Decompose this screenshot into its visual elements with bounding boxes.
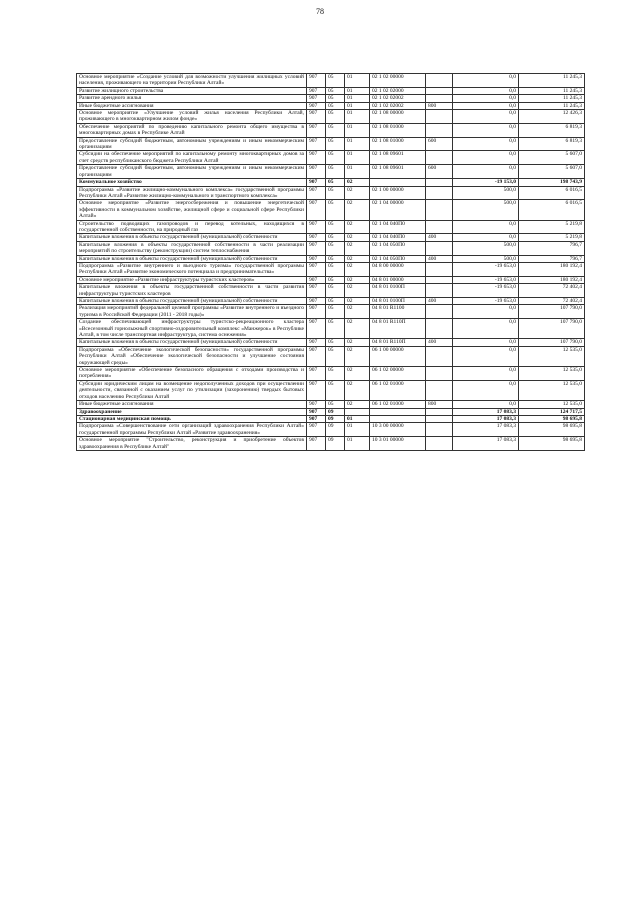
amount-change: 0,0 xyxy=(453,123,519,137)
target-article-code: 04 8 01 R110П xyxy=(370,339,426,346)
section-code: 05 xyxy=(326,87,345,94)
ministry-code: 907 xyxy=(307,255,326,262)
expense-type-code xyxy=(426,415,453,422)
subsection-code: 01 xyxy=(345,110,370,124)
target-article-code: 04 8 01 0100П xyxy=(370,284,426,298)
subsection-code: 01 xyxy=(345,165,370,179)
section-code: 05 xyxy=(326,284,345,298)
item-name: Создание обеспечивающей инфраструктуры туристско-рекреационного кластера «Всесезонный горнолыжный спортивно-оздоровительный комплекс «Манжерок» в Республике Алтай, в том числе транспортная инфраструктура, система оснежения» xyxy=(77,319,307,339)
ministry-code: 907 xyxy=(307,380,326,400)
table-row xyxy=(77,305,585,319)
amount-change: 17 083,3 xyxy=(453,408,519,415)
amount-total: 12 535,0 xyxy=(519,346,585,366)
table-row xyxy=(77,380,585,400)
amount-change: 0,0 xyxy=(453,339,519,346)
subsection-code: 02 xyxy=(345,305,370,319)
target-article-code: 02 1 08 09601 xyxy=(370,165,426,179)
table-row xyxy=(77,95,585,102)
target-article-code xyxy=(370,408,426,415)
subsection-code: 02 xyxy=(345,380,370,400)
ministry-code: 907 xyxy=(307,415,326,422)
ministry-code: 907 xyxy=(307,102,326,109)
item-name: Основное мероприятие «Обеспечение безопасного обращения с отходами производства и потребления» xyxy=(77,367,307,381)
ministry-code: 907 xyxy=(307,179,326,186)
table-row xyxy=(77,179,585,186)
target-article-code: 02 1 08 09601 xyxy=(370,151,426,165)
target-article-code: 06 1 02 01000 xyxy=(370,380,426,400)
ministry-code: 907 xyxy=(307,276,326,283)
target-article-code: 02 1 08 01000 xyxy=(370,137,426,151)
section-code: 05 xyxy=(326,255,345,262)
expense-type-code xyxy=(426,319,453,339)
amount-total: 72 402,4 xyxy=(519,298,585,305)
subsection-code: 01 xyxy=(345,95,370,102)
ministry-code: 907 xyxy=(307,186,326,200)
ministry-code: 907 xyxy=(307,137,326,151)
ministry-code: 907 xyxy=(307,437,326,451)
ministry-code: 907 xyxy=(307,220,326,234)
subsection-code: 02 xyxy=(345,319,370,339)
expense-type-code xyxy=(426,241,453,255)
section-code: 09 xyxy=(326,415,345,422)
target-article-code: 10 3 00 00000 xyxy=(370,423,426,437)
amount-change: 0,0 xyxy=(453,305,519,319)
ministry-code: 907 xyxy=(307,319,326,339)
section-code: 05 xyxy=(326,102,345,109)
target-article-code: 02 1 02 00000 xyxy=(370,74,426,88)
subsection-code: 01 xyxy=(345,123,370,137)
amount-change: 0,0 xyxy=(453,102,519,109)
amount-change: 17 083,3 xyxy=(453,423,519,437)
subsection-code: 02 xyxy=(345,255,370,262)
amount-change: 500,0 xyxy=(453,200,519,220)
amount-total: 98 695,8 xyxy=(519,415,585,422)
amount-total: 107 790,0 xyxy=(519,339,585,346)
amount-change: 0,0 xyxy=(453,151,519,165)
item-name: Капитальные вложения в объекты государственной (муниципальной) собственности xyxy=(77,234,307,241)
subsection-code: 01 xyxy=(345,87,370,94)
subsection-code: 02 xyxy=(345,284,370,298)
section-code: 05 xyxy=(326,151,345,165)
item-name: Капитальные вложения в объекты государственной собственности в части развития инфраструктуры туристских кластеров xyxy=(77,284,307,298)
amount-change: 0,0 xyxy=(453,367,519,381)
item-name: Основное мероприятие "Строительство, реконструкция и приобретение объектов здравоохранения в Республике Алтай" xyxy=(77,437,307,451)
table-row xyxy=(77,102,585,109)
table-row xyxy=(77,165,585,179)
subsection-code: 01 xyxy=(345,151,370,165)
item-name: Капитальные вложения в объекты государственной (муниципальной) собственности xyxy=(77,255,307,262)
amount-total: 11 245,3 xyxy=(519,95,585,102)
target-article-code: 02 1 04 040П0 xyxy=(370,220,426,234)
ministry-code: 907 xyxy=(307,423,326,437)
item-name: Капитальные вложения в объекты государственной (муниципальной) собственности xyxy=(77,339,307,346)
section-code: 05 xyxy=(326,298,345,305)
item-name: Основное мероприятие «Создание условий для возможности улучшения жилищных условий населения, проживающего на территории Республики Алтай» xyxy=(77,74,307,88)
ministry-code: 907 xyxy=(307,305,326,319)
subsection-code: 02 xyxy=(345,367,370,381)
table-row xyxy=(77,87,585,94)
amount-change: -19 653,0 xyxy=(453,298,519,305)
amount-total: 6 016,5 xyxy=(519,200,585,220)
amount-change: 500,0 xyxy=(453,186,519,200)
amount-change: -19 653,0 xyxy=(453,284,519,298)
expense-type-code xyxy=(426,186,453,200)
target-article-code: 02 1 08 00000 xyxy=(370,110,426,124)
expense-type-code xyxy=(426,220,453,234)
subsection-code: 02 xyxy=(345,401,370,408)
table-row xyxy=(77,220,585,234)
amount-change: -19 653,0 xyxy=(453,276,519,283)
table-row xyxy=(77,408,585,415)
ministry-code: 907 xyxy=(307,87,326,94)
expense-type-code: 600 xyxy=(426,165,453,179)
target-article-code: 02 1 08 01000 xyxy=(370,123,426,137)
table-row xyxy=(77,339,585,346)
subsection-code: 01 xyxy=(345,102,370,109)
item-name: Подпрограмма «Развитие внутреннего и въездного туризма» государственной программы Республики Алтай «Развитие экономического потенциала и предпринимательства» xyxy=(77,262,307,276)
table-row xyxy=(77,234,585,241)
ministry-code: 907 xyxy=(307,262,326,276)
expense-type-code: 400 xyxy=(426,339,453,346)
expense-type-code: 600 xyxy=(426,137,453,151)
subsection-code: 01 xyxy=(345,423,370,437)
ministry-code: 907 xyxy=(307,151,326,165)
item-name: Субсидии юридическим лицам на возмещение недополученных доходов при осуществлении деятельности, связанной с оказанием услуг по утилизации (захоронению) твердых бытовых отходов населению Республики Алтай xyxy=(77,380,307,400)
table-row xyxy=(77,298,585,305)
amount-total: 11 245,3 xyxy=(519,74,585,88)
table-row xyxy=(77,346,585,366)
amount-change: 500,0 xyxy=(453,241,519,255)
target-article-code: 06 1 02 01000 xyxy=(370,401,426,408)
ministry-code: 907 xyxy=(307,408,326,415)
ministry-code: 907 xyxy=(307,110,326,124)
amount-change: 17 083,3 xyxy=(453,415,519,422)
section-code: 09 xyxy=(326,408,345,415)
item-name: Коммунальное хозяйство xyxy=(77,179,307,186)
ministry-code: 907 xyxy=(307,234,326,241)
expense-type-code xyxy=(426,123,453,137)
ministry-code: 907 xyxy=(307,200,326,220)
expense-type-code: 800 xyxy=(426,401,453,408)
expense-type-code xyxy=(426,74,453,88)
item-name: Основное мероприятие «Развитие инфраструктуры туристских кластеров» xyxy=(77,276,307,283)
item-name: Предоставление субсидий бюджетным, автономным учреждениям и иным некоммерческим организациям xyxy=(77,165,307,179)
amount-total: 796,7 xyxy=(519,241,585,255)
subsection-code: 02 xyxy=(345,262,370,276)
section-code: 05 xyxy=(326,220,345,234)
target-article-code: 02 1 02 02002 xyxy=(370,102,426,109)
target-article-code: 06 1 02 00000 xyxy=(370,367,426,381)
target-article-code: 04 8 01 R110П xyxy=(370,319,426,339)
table-row xyxy=(77,151,585,165)
item-name: Стационарная медицинская помощь xyxy=(77,415,307,422)
item-name: Основное мероприятие «Развитие энергосбережения и повышение энергетической эффективности в коммунальном хозяйстве, жилищной сфере и социальной сфере Республики Алтай» xyxy=(77,200,307,220)
section-code: 05 xyxy=(326,241,345,255)
subsection-code: 02 xyxy=(345,234,370,241)
amount-total: 796,7 xyxy=(519,255,585,262)
subsection-code: 02 xyxy=(345,298,370,305)
target-article-code: 02 1 04 040П0 xyxy=(370,234,426,241)
amount-change: 0,0 xyxy=(453,110,519,124)
section-code: 05 xyxy=(326,346,345,366)
amount-total: 12 535,0 xyxy=(519,380,585,400)
ministry-code: 907 xyxy=(307,74,326,88)
section-code: 05 xyxy=(326,123,345,137)
ministry-code: 907 xyxy=(307,401,326,408)
subsection-code xyxy=(345,408,370,415)
amount-change: 17 083,3 xyxy=(453,437,519,451)
expense-type-code xyxy=(426,437,453,451)
item-name: Субсидии на обеспечение мероприятий по капитальному ремонту многоквартирных домов за счет средств республиканского бюджета Республики Алтай xyxy=(77,151,307,165)
section-code: 05 xyxy=(326,234,345,241)
amount-total: 180 192,4 xyxy=(519,262,585,276)
item-name: Предоставление субсидий бюджетным, автономным учреждениям и иным некоммерческим организациям xyxy=(77,137,307,151)
target-article-code xyxy=(370,415,426,422)
amount-change: 0,0 xyxy=(453,234,519,241)
expense-type-code xyxy=(426,367,453,381)
item-name: Капитальные вложения в объекты государственной (муниципальной) собственности xyxy=(77,298,307,305)
ministry-code: 907 xyxy=(307,165,326,179)
amount-total: 6 016,5 xyxy=(519,186,585,200)
expense-type-code: 800 xyxy=(426,102,453,109)
section-code: 05 xyxy=(326,95,345,102)
amount-total: 198 743,9 xyxy=(519,179,585,186)
expense-type-code xyxy=(426,179,453,186)
amount-total: 107 790,0 xyxy=(519,305,585,319)
amount-total: 11 245,3 xyxy=(519,102,585,109)
section-code: 05 xyxy=(326,367,345,381)
amount-change: 0,0 xyxy=(453,346,519,366)
target-article-code: 06 1 00 00000 xyxy=(370,346,426,366)
target-article-code: 04 8 01 0100П xyxy=(370,298,426,305)
table-row xyxy=(77,200,585,220)
target-article-code: 02 1 02 02002 xyxy=(370,95,426,102)
item-name: Иные бюджетные ассигнования xyxy=(77,102,307,109)
target-article-code: 04 8 01 00000 xyxy=(370,276,426,283)
expense-type-code xyxy=(426,408,453,415)
item-name: Обеспечение мероприятий по проведению капитального ремонта общего имущества в многоквартирных домах в Республике Алтай xyxy=(77,123,307,137)
subsection-code: 02 xyxy=(345,241,370,255)
table-row xyxy=(77,367,585,381)
table-row xyxy=(77,262,585,276)
expense-type-code: 400 xyxy=(426,234,453,241)
section-code: 05 xyxy=(326,200,345,220)
item-name: Подпрограмма «Совершенствование сети организаций здравоохранения Республики Алтай» государственной программы Республики Алтай «Развитие здравоохранения» xyxy=(77,423,307,437)
amount-total: 6 819,3 xyxy=(519,137,585,151)
expense-type-code xyxy=(426,423,453,437)
amount-change: 0,0 xyxy=(453,380,519,400)
ministry-code: 907 xyxy=(307,95,326,102)
expense-type-code: 400 xyxy=(426,255,453,262)
subsection-code: 02 xyxy=(345,276,370,283)
expense-type-code xyxy=(426,262,453,276)
item-name: Развитие арендного жилья xyxy=(77,95,307,102)
amount-total: 5 219,8 xyxy=(519,220,585,234)
subsection-code: 02 xyxy=(345,179,370,186)
amount-change: 0,0 xyxy=(453,137,519,151)
target-article-code: 04 8 01 R1100 xyxy=(370,305,426,319)
amount-total: 5 607,0 xyxy=(519,151,585,165)
amount-change: 0,0 xyxy=(453,74,519,88)
amount-total: 5 219,8 xyxy=(519,234,585,241)
subsection-code: 01 xyxy=(345,137,370,151)
table-row xyxy=(77,123,585,137)
ministry-code: 907 xyxy=(307,339,326,346)
item-name: Иные бюджетные ассигнования xyxy=(77,401,307,408)
amount-change: -19 653,0 xyxy=(453,262,519,276)
amount-change: 0,0 xyxy=(453,401,519,408)
section-code: 05 xyxy=(326,380,345,400)
expense-type-code: 400 xyxy=(426,298,453,305)
budget-table xyxy=(76,73,585,451)
item-name: Строительство подводящих газопроводов и перевод котельных, находящихся в государственной собственности, на природный газ xyxy=(77,220,307,234)
amount-total: 12 535,0 xyxy=(519,367,585,381)
target-article-code xyxy=(370,179,426,186)
section-code: 05 xyxy=(326,137,345,151)
section-code: 09 xyxy=(326,423,345,437)
page-number: 78 xyxy=(316,7,324,16)
target-article-code: 04 8 00 00000 xyxy=(370,262,426,276)
amount-total: 98 695,8 xyxy=(519,437,585,451)
table-row xyxy=(77,241,585,255)
amount-total: 98 695,8 xyxy=(519,423,585,437)
table-row xyxy=(77,137,585,151)
section-code: 05 xyxy=(326,305,345,319)
table-row xyxy=(77,186,585,200)
amount-total: 6 819,3 xyxy=(519,123,585,137)
section-code: 05 xyxy=(326,339,345,346)
table-row xyxy=(77,437,585,451)
subsection-code: 02 xyxy=(345,346,370,366)
amount-total: 180 192,4 xyxy=(519,276,585,283)
target-article-code: 02 1 02 02000 xyxy=(370,87,426,94)
ministry-code: 907 xyxy=(307,123,326,137)
target-article-code: 10 3 01 00000 xyxy=(370,437,426,451)
amount-total: 11 245,3 xyxy=(519,87,585,94)
amount-change: 0,0 xyxy=(453,87,519,94)
expense-type-code xyxy=(426,200,453,220)
table-row xyxy=(77,110,585,124)
expense-type-code xyxy=(426,346,453,366)
ministry-code: 907 xyxy=(307,346,326,366)
subsection-code: 02 xyxy=(345,186,370,200)
expense-type-code xyxy=(426,305,453,319)
section-code: 05 xyxy=(326,74,345,88)
section-code: 05 xyxy=(326,319,345,339)
item-name: Основное мероприятие «Улучшение условий жилья населения Республики Алтай, проживающего в многоквартирном жилом фонде» xyxy=(77,110,307,124)
expense-type-code xyxy=(426,151,453,165)
amount-change: -19 153,0 xyxy=(453,179,519,186)
table-row xyxy=(77,423,585,437)
amount-total: 5 607,0 xyxy=(519,165,585,179)
expense-type-code xyxy=(426,95,453,102)
expense-type-code xyxy=(426,110,453,124)
section-code: 05 xyxy=(326,262,345,276)
amount-total: 124 717,5 xyxy=(519,408,585,415)
ministry-code: 907 xyxy=(307,367,326,381)
amount-change: 0,0 xyxy=(453,220,519,234)
target-article-code: 02 1 04 00000 xyxy=(370,200,426,220)
item-name: Развитие жилищного строительства xyxy=(77,87,307,94)
table-row xyxy=(77,74,585,88)
amount-change: 500,0 xyxy=(453,255,519,262)
subsection-code: 01 xyxy=(345,437,370,451)
ministry-code: 907 xyxy=(307,284,326,298)
amount-total: 72 402,4 xyxy=(519,284,585,298)
table-row xyxy=(77,284,585,298)
item-name: Капитальные вложения в объекты государственной собственности в части реализации мероприятий по строительству (реконструкции) систем теплоснабжения xyxy=(77,241,307,255)
section-code: 05 xyxy=(326,179,345,186)
target-article-code: 02 1 00 00000 xyxy=(370,186,426,200)
subsection-code: 02 xyxy=(345,200,370,220)
amount-change: 0,0 xyxy=(453,319,519,339)
item-name: Подпрограмма «Обеспечение экологической безопасности» государственной программы Республики Алтай «Обеспечение экологической безопасности и улучшение состояния окружающей среды» xyxy=(77,346,307,366)
item-name: Реализация мероприятий федеральной целевой программы «Развитие внутреннего и въездного туризма в Российской Федерации (2011 - 2018 годы)» xyxy=(77,305,307,319)
section-code: 05 xyxy=(326,186,345,200)
section-code: 05 xyxy=(326,110,345,124)
subsection-code: 02 xyxy=(345,339,370,346)
ministry-code: 907 xyxy=(307,241,326,255)
subsection-code: 02 xyxy=(345,220,370,234)
item-name: Подпрограмма «Развитие жилищно-коммунального комплекса» государственной программы Республики Алтай «Развитие жилищно-коммунального и транспортного комплекса» xyxy=(77,186,307,200)
table-row xyxy=(77,276,585,283)
item-name: Здравоохранение xyxy=(77,408,307,415)
expense-type-code xyxy=(426,87,453,94)
expense-type-code xyxy=(426,284,453,298)
expense-type-code xyxy=(426,380,453,400)
target-article-code: 02 1 04 050П0 xyxy=(370,255,426,262)
subsection-code: 01 xyxy=(345,74,370,88)
subsection-code: 01 xyxy=(345,415,370,422)
amount-change: 0,0 xyxy=(453,95,519,102)
table-row xyxy=(77,255,585,262)
table-row xyxy=(77,415,585,422)
table-row xyxy=(77,319,585,339)
section-code: 05 xyxy=(326,401,345,408)
ministry-code: 907 xyxy=(307,298,326,305)
amount-change: 0,0 xyxy=(453,165,519,179)
amount-total: 12 535,0 xyxy=(519,401,585,408)
section-code: 05 xyxy=(326,165,345,179)
amount-total: 12 426,3 xyxy=(519,110,585,124)
table-row xyxy=(77,401,585,408)
amount-total: 107 790,0 xyxy=(519,319,585,339)
expense-type-code xyxy=(426,276,453,283)
section-code: 09 xyxy=(326,437,345,451)
section-code: 05 xyxy=(326,276,345,283)
target-article-code: 02 1 04 050П0 xyxy=(370,241,426,255)
